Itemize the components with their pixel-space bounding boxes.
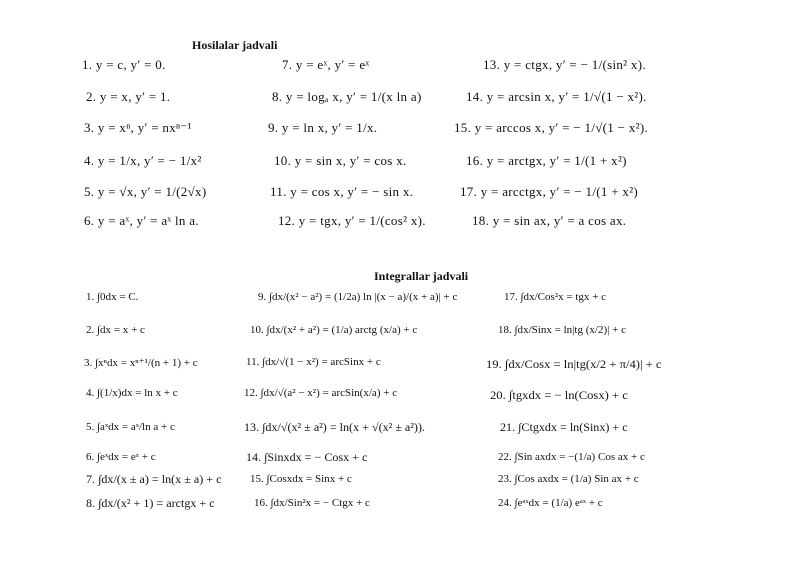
derivative-2: 2. y = x, y′ = 1.: [86, 89, 171, 104]
derivative-10: 10. y = sin x, y′ = cos x.: [274, 153, 407, 168]
integral-5: 5. ∫aˣdx = aˣ/ln a + c: [86, 422, 175, 433]
integral-15: 15. ∫Cosxdx = Sinx + c: [250, 474, 352, 485]
derivative-17: 17. y = arcctgx, y′ = − 1/(1 + x²): [460, 184, 639, 199]
derivative-5: 5. y = √x, y′ = 1/(2√x): [84, 184, 207, 199]
integral-9: 9. ∫dx/(x² − a²) = (1/2a) ln |(x − a)/(x + a)| + c: [258, 292, 458, 303]
derivative-12: 12. y = tgx, y′ = 1/(cos² x).: [278, 213, 426, 228]
integral-17: 17. ∫dx/Cos²x = tgx + c: [504, 292, 607, 303]
derivative-11: 11. y = cos x, y′ = − sin x.: [270, 184, 414, 199]
derivative-14: 14. y = arcsin x, y′ = 1/√(1 − x²).: [466, 89, 647, 104]
integral-22: 22. ∫Sin axdx = −(1/a) Cos ax + c: [498, 452, 645, 463]
derivative-9: 9. y = ln x, y′ = 1/x.: [268, 120, 378, 135]
integral-18: 18. ∫dx/Sinx = ln|tg (x/2)| + c: [498, 325, 626, 336]
integral-6: 6. ∫eˣdx = eˣ + c: [86, 452, 156, 463]
integral-14: 14. ∫Sinxdx = − Cosx + c: [246, 452, 368, 464]
derivative-6: 6. y = aˣ, y′ = aˣ ln a.: [84, 213, 199, 228]
integral-24: 24. ∫eᵃˣdx = (1/a) eᵃˣ + c: [498, 498, 603, 509]
derivative-1: 1. y = c, y′ = 0.: [82, 57, 166, 72]
derivative-7: 7. y = eˣ, y′ = eˣ: [282, 57, 370, 72]
integral-4: 4. ∫(1/x)dx = ln x + c: [86, 388, 178, 399]
integral-10: 10. ∫dx/(x² + a²) = (1/a) arctg (x/a) + c: [250, 325, 418, 336]
integral-19: 19. ∫dx/Cosx = ln|tg(x/2 + π/4)| + c: [486, 357, 662, 371]
integral-8: 8. ∫dx/(x² + 1) = arctgx + c: [86, 498, 215, 510]
derivative-18: 18. y = sin ax, y′ = a cos ax.: [472, 213, 627, 228]
integral-23: 23. ∫Cos axdx = (1/a) Sin ax + c: [498, 474, 639, 485]
derivative-16: 16. y = arctgx, y′ = 1/(1 + x²): [466, 153, 627, 168]
integral-21: 21. ∫Ctgxdx = ln(Sinx) + c: [500, 422, 628, 434]
integral-2: 2. ∫dx = x + c: [86, 325, 145, 336]
derivative-13: 13. y = ctgx, y′ = − 1/(sin² x).: [483, 57, 646, 72]
derivative-3: 3. y = xⁿ, y′ = nxⁿ⁻¹: [84, 120, 192, 135]
integral-11: 11. ∫dx/√(1 − x²) = arcSinx + c: [246, 357, 381, 368]
integral-12: 12. ∫dx/√(a² − x²) = arcSin(x/a) + c: [244, 388, 398, 399]
derivative-4: 4. y = 1/x, y′ = − 1/x²: [84, 153, 202, 168]
integrals-title: Integrallar jadvali: [374, 269, 469, 283]
integral-20: 20. ∫tgxdx = − ln(Cosx) + c: [490, 388, 628, 402]
derivative-8: 8. y = logₐ x, y′ = 1/(x ln a): [272, 89, 422, 104]
derivatives-title: Hosilalar jadvali: [192, 38, 278, 52]
integral-1: 1. ∫0dx = C.: [86, 292, 139, 303]
integral-13: 13. ∫dx/√(x² ± a²) = ln(x + √(x² ± a²)).: [244, 422, 425, 434]
integral-3: 3. ∫xⁿdx = xⁿ⁺¹/(n + 1) + c: [84, 358, 198, 369]
integral-7: 7. ∫dx/(x ± a) = ln(x ± a) + c: [86, 474, 222, 486]
derivative-15: 15. y = arccos x, y′ = − 1/√(1 − x²).: [454, 120, 649, 135]
integral-16: 16. ∫dx/Sin²x = − Ctgx + c: [254, 498, 370, 509]
